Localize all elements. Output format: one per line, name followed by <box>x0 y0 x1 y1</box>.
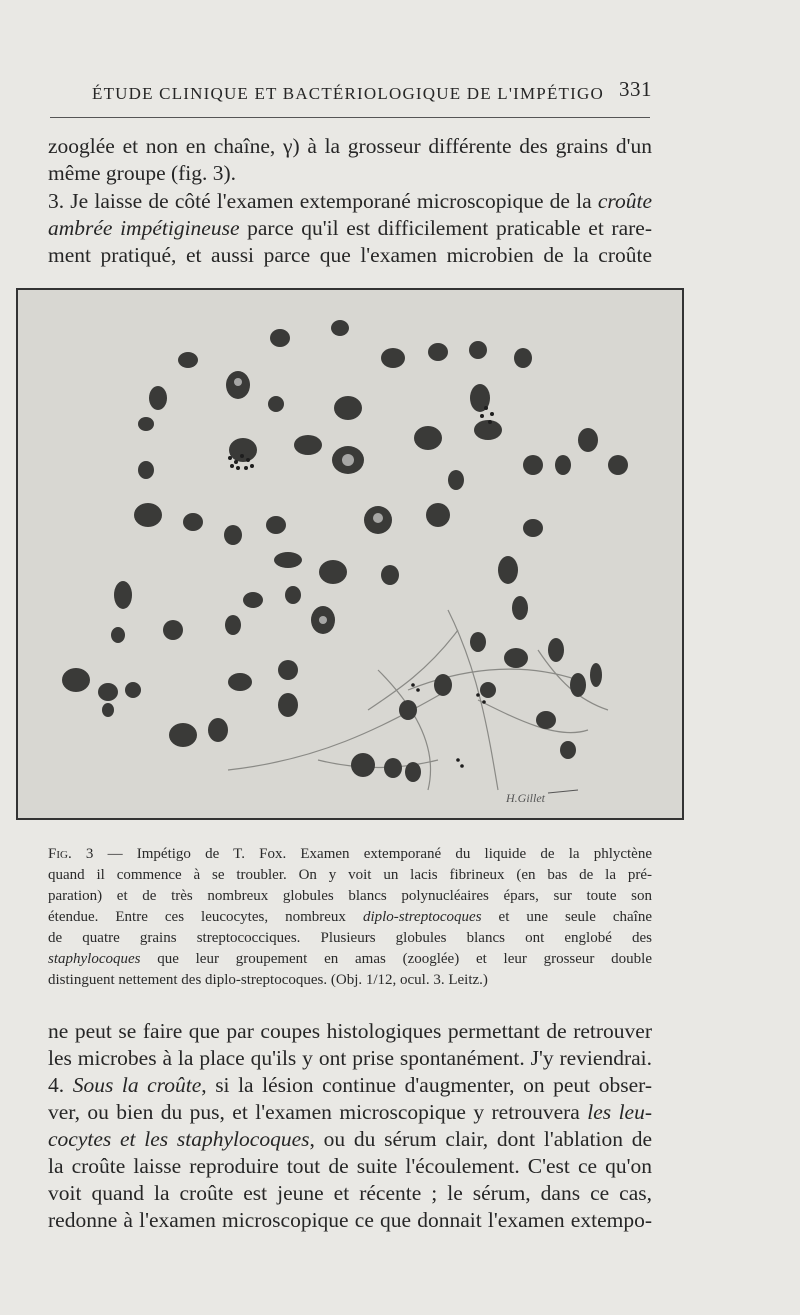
text-line <box>48 1072 652 1099</box>
text-run: et une seule chaîne <box>481 909 652 925</box>
paragraph-1 <box>48 133 652 187</box>
figure-label: Fig. 3 <box>48 846 94 862</box>
paragraph-2 <box>48 188 652 269</box>
figure-3-illustration <box>16 288 684 820</box>
text-run: 3. Je laisse de côté l'examen extemporané microscopique de la <box>48 189 598 213</box>
text-run: , si la lésion continue d'augmenter, on peut obser- <box>201 1073 653 1097</box>
text-line: voit quand la croûte est jeune et récente ; le sérum, dans ce cas, <box>48 1181 652 1205</box>
text-line <box>48 1126 652 1153</box>
italic-run: ambrée impétigineuse <box>48 216 240 240</box>
text-run: , ou du sérum clair, dont l'ablation de <box>309 1127 652 1151</box>
caption-line: quand il commence à se troubler. On y voit un lacis fibrineux (en bas de la pré- <box>48 867 652 883</box>
caption-line <box>48 844 652 865</box>
italic-run: staphylocoques <box>48 951 141 967</box>
running-title: ÉTUDE CLINIQUE ET BACTÉRIOLOGIQUE DE L'IMPÉTIGO <box>92 84 604 103</box>
text-line: zooglée et non en chaîne, γ) à la grosseur différente des grains d'un <box>48 134 652 158</box>
microscopy-drawing <box>18 290 682 818</box>
italic-run: cocytes et les staphylocoques <box>48 1127 310 1151</box>
text-run: — Impétigo de T. Fox. Examen extemporané du liquide de la phlyctène <box>93 846 653 862</box>
italic-run: Sous la croûte <box>72 1073 202 1097</box>
text-line: même groupe (fig. 3). <box>48 161 237 185</box>
text-run: parce qu'il est difficilement praticable et rare- <box>239 216 652 240</box>
italic-run: les leu- <box>587 1100 652 1124</box>
caption-line <box>48 949 652 970</box>
paragraph-3 <box>48 1018 652 1072</box>
caption-line: paration) et de très nombreux globules blancs polynucléaires épars, sur toute son <box>48 888 652 904</box>
text-run: étendue. Entre ces leucocytes, nombreux <box>48 909 363 925</box>
text-line: les microbes à la place qu'ils y ont prise spontanément. J'y reviendrai. <box>48 1046 652 1070</box>
text-line: la croûte laisse reproduire tout de suite l'écoulement. C'est ce qu'on <box>48 1154 652 1178</box>
header-rule <box>50 117 650 118</box>
caption-line <box>48 907 652 928</box>
text-line: ment pratiqué, et aussi parce que l'examen microbien de la croûte <box>48 243 652 267</box>
text-run: 4. <box>48 1073 73 1097</box>
text-line: ne peut se faire que par coupes histologiques permettant de retrouver <box>48 1019 652 1043</box>
artist-signature: H.Gillet <box>506 791 545 805</box>
italic-run: croûte <box>597 189 652 213</box>
text-line <box>48 188 652 215</box>
figure-caption <box>48 844 652 991</box>
italic-run: diplo-streptocoques <box>362 909 482 925</box>
text-run: ver, ou bien du pus, et l'examen microscopique y retrouvera <box>48 1100 588 1124</box>
text-line <box>48 1099 652 1126</box>
text-run: que leur groupement en amas (zooglée) et leur grosseur double <box>140 951 652 967</box>
caption-line: de quatre grains streptococciques. Plusieurs globules blancs ont englobé des <box>48 930 652 946</box>
caption-line: distinguent nettement des diplo-streptocoques. (Obj. 1/12, ocul. 3. Leitz.) <box>48 972 488 988</box>
running-header <box>92 77 662 104</box>
paragraph-4 <box>48 1072 652 1234</box>
page-number: 331 <box>619 77 652 101</box>
text-line: redonne à l'examen microscopique ce que donnait l'examen extempo- <box>48 1208 652 1232</box>
text-line <box>48 215 652 242</box>
